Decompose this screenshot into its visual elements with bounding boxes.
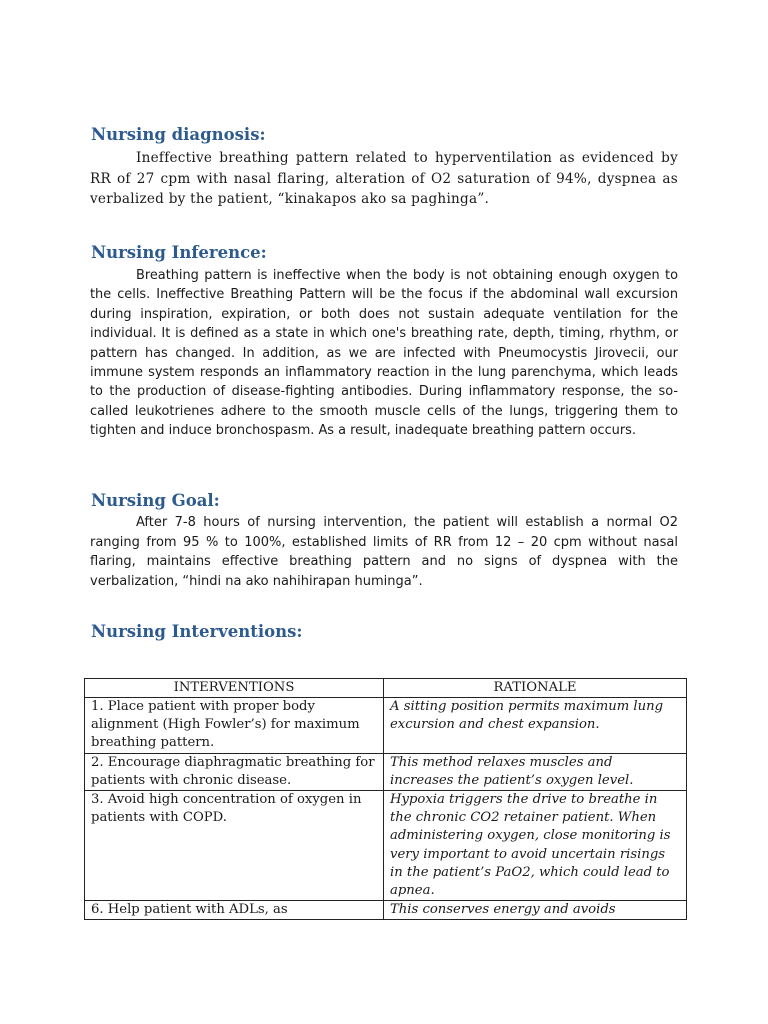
interventions-heading: Nursing Interventions: — [91, 622, 303, 641]
inference-heading: Nursing Inference: — [91, 243, 267, 262]
table-row — [85, 791, 687, 901]
diagnosis-text: Ineffective breathing pattern related to hyperventilation as evidenced by RR of 27 cpm with nasal flaring, alteration of O2 saturation of 94%, dyspnea as verbalized by the patient, “kinakapos ako sa paghinga”. — [90, 150, 678, 207]
table-row — [85, 901, 687, 920]
rationale-cell: This method relaxes muscles and increases the patient’s oxygen level. — [384, 753, 687, 790]
intervention-cell: 2. Encourage diaphragmatic breathing for patients with chronic disease. — [85, 753, 384, 790]
table-row — [85, 698, 687, 754]
intervention-cell: 1. Place patient with proper body alignment (High Fowler’s) for maximum breathing pattern. — [85, 698, 384, 754]
column-header-rationale: RATIONALE — [384, 679, 687, 698]
column-header-interventions: INTERVENTIONS — [85, 679, 384, 698]
table-header-row — [85, 679, 687, 698]
goal-heading: Nursing Goal: — [91, 491, 220, 510]
table-row — [85, 753, 687, 790]
inference-text: Breathing pattern is ineffective when the body is not obtaining enough oxygen to the cells. Ineffective Breathing Pattern will be the focus if the abdominal wall excursion during inspiration, expiration, or both does not sustain adequate ventilation for the individual. It is defined as a state in which one's breathing rate, depth, timing, rhythm, or pattern has changed. In addition, as we are infected with Pneumocystis Jirovecii, our immune system responds an inflammatory reaction in the lung parenchyma, which leads to the production of disease-fighting antibodies. During inflammatory response, the so-called leukotrienes adhere to the smooth muscle cells of the lungs, triggering them to tighten and induce bronchospasm. As a result, inadequate breathing pattern occurs. — [90, 268, 678, 439]
interventions-table — [84, 678, 687, 920]
diagnosis-heading: Nursing diagnosis: — [91, 125, 266, 144]
intervention-cell: 3. Avoid high concentration of oxygen in patients with COPD. — [85, 791, 384, 901]
intervention-cell: 6. Help patient with ADLs, as — [85, 901, 384, 920]
rationale-cell: Hypoxia triggers the drive to breathe in the chronic CO2 retainer patient. When administering oxygen, close monitoring is very important to avoid uncertain risings in the patient’s PaO2, which could lead to apnea. — [384, 791, 687, 901]
rationale-cell: This conserves energy and avoids — [384, 901, 687, 920]
goal-text: After 7-8 hours of nursing intervention, the patient will establish a normal O2 ranging from 95 % to 100%, established limits of RR from 12 – 20 cpm without nasal flaring, maintains effective breathing pattern and no signs of dyspnea with the verbalization, “hindi na ako nahihirapan huminga”. — [90, 515, 678, 589]
rationale-cell: A sitting position permits maximum lung excursion and chest expansion. — [384, 698, 687, 754]
